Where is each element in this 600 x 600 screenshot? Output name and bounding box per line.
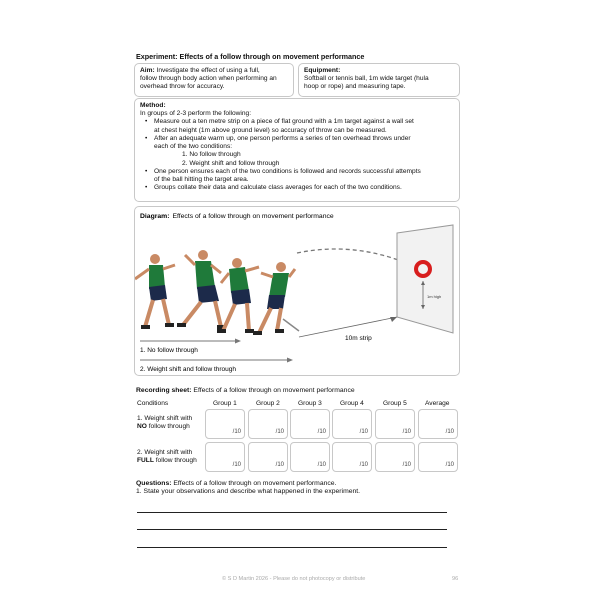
questions-label: Questions: <box>136 480 172 487</box>
thrower-figure <box>135 254 175 329</box>
height-label: 1m high <box>427 294 442 299</box>
aim-text-2: follow through body action when performing an <box>140 75 277 83</box>
follow-through-label: 2. Weight shift and follow through <box>140 366 236 373</box>
equipment-text-2: hoop or rope) and measuring tape. <box>304 83 406 91</box>
row-full-follow-label: 2. Weight shift with FULL follow through <box>137 449 197 465</box>
answer-line[interactable] <box>137 547 447 548</box>
answer-line[interactable] <box>137 512 447 513</box>
questions-section <box>136 480 466 497</box>
target-wall <box>397 225 453 333</box>
cell-full-group-1[interactable]: /10 <box>205 442 245 472</box>
method-label: Method: <box>140 102 166 109</box>
equipment-label: Equipment: <box>304 67 341 74</box>
column-group-2: Group 2 <box>256 400 280 407</box>
column-group-5: Group 5 <box>383 400 407 407</box>
aim-text-3: overhead throw for accuracy. <box>140 83 225 91</box>
question-1: 1. State your observations and describe what happened in the experiment. <box>136 488 361 496</box>
condition-2: 2. Weight shift and follow through <box>182 159 280 167</box>
diagram-box <box>134 206 460 376</box>
aim-text-1: Investigate the effect of using a full, <box>156 67 260 74</box>
page-number: 96 <box>452 576 459 582</box>
copyright-notice: © S D Martin 2026 - Please do not photocopy or distribute <box>222 576 366 582</box>
cell-no-group-2[interactable]: /10 <box>248 409 288 439</box>
strip-arrow <box>299 317 397 337</box>
cell-no-group-3[interactable]: /10 <box>290 409 330 439</box>
thrower-figure <box>177 250 226 329</box>
method-step-4: • Groups collate their data and calculate class averages for each of the two conditions. <box>140 184 454 192</box>
cell-no-group-5[interactable]: /10 <box>375 409 415 439</box>
answer-line[interactable] <box>137 529 447 530</box>
thrower-figure <box>217 258 259 333</box>
column-group-4: Group 4 <box>340 400 364 407</box>
cell-no-group-1[interactable]: /10 <box>205 409 245 439</box>
diagram-heading: Diagram: Effects of a follow through on movement performance <box>140 213 334 220</box>
cell-full-group-2[interactable]: /10 <box>248 442 288 472</box>
strip-start <box>283 319 299 331</box>
row-no-follow-label: 1. Weight shift with NO follow through <box>137 415 193 431</box>
column-average: Average <box>425 400 450 407</box>
cell-no-average[interactable]: /10 <box>418 409 458 439</box>
equipment-text-1: Softball or tennis ball, 1m wide target (hula <box>304 75 429 83</box>
experiment-title: Experiment: Effects of a follow through on movement performance <box>136 52 365 61</box>
column-group-3: Group 3 <box>298 400 322 407</box>
recording-heading: Recording sheet: Effects of a follow through on movement performance <box>136 387 355 394</box>
aim-box <box>134 63 294 97</box>
method-step-2: • After an adequate warm up, one person performs a series of ten overhead throws under each of the two conditions: 1. No follow through 2. Weight shift and follow through <box>140 135 454 168</box>
aim-label: Aim: <box>140 67 155 74</box>
method-step-1: • Measure out a ten metre strip on a piece of flat ground with a 1m target against a wall set at chest height (1m above ground level) so accuracy of throw can be measured. <box>140 118 454 134</box>
cell-full-group-3[interactable]: /10 <box>290 442 330 472</box>
no-follow-label: 1. No follow through <box>140 347 198 354</box>
cell-full-average[interactable]: /10 <box>418 442 458 472</box>
condition-1: 1. No follow through <box>182 151 241 159</box>
cell-no-group-4[interactable]: /10 <box>332 409 372 439</box>
cell-full-group-4[interactable]: /10 <box>332 442 372 472</box>
thrower-sequence <box>135 250 295 335</box>
method-steps <box>140 118 454 192</box>
method-box <box>134 98 460 202</box>
ball-trajectory <box>297 249 411 265</box>
questions-title: Effects of a follow through on movement performance. <box>173 480 337 487</box>
diagram-illustration <box>135 207 461 377</box>
equipment-box <box>298 63 460 97</box>
method-intro: In groups of 2-3 perform the following: <box>140 110 252 118</box>
column-conditions: Conditions <box>137 400 169 407</box>
column-group-1: Group 1 <box>213 400 237 407</box>
cell-full-group-5[interactable]: /10 <box>375 442 415 472</box>
strip-label: 10m strip <box>345 335 372 342</box>
method-step-3: • One person ensures each of the two conditions is followed and records successful attempts of the ball hitting the target area. <box>140 168 454 184</box>
